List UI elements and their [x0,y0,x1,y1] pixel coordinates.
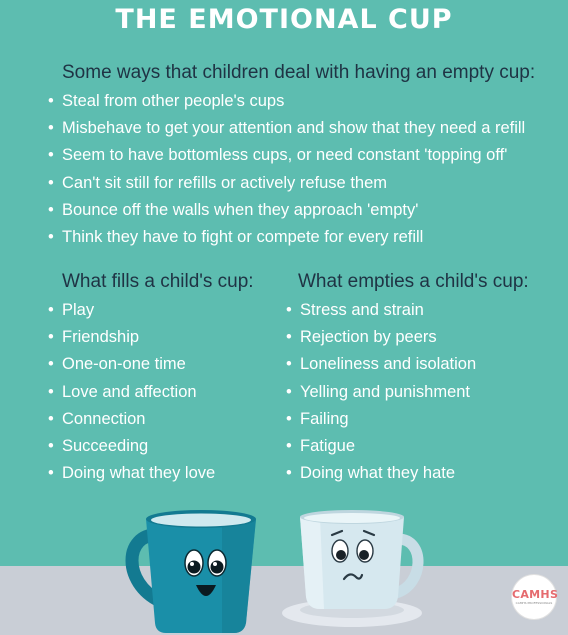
list-item: • Yelling and punishment [286,379,476,406]
list-item: • Doing what they hate [286,460,476,487]
list-item: • Misbehave to get your attention and show that they need a refill [48,115,525,142]
list-item: • Stress and strain [286,297,476,324]
list-item: • Friendship [48,324,215,351]
list-item: • Play [48,297,215,324]
empty-cup-list [48,88,525,251]
list-item: • Rejection by peers [286,324,476,351]
empties-heading: What empties a child's cup: [298,271,529,292]
empty-cup-heading: Some ways that children deal with having an empty cup: [62,62,536,83]
list-item: • Steal from other people's cups [48,88,525,115]
page-title: THE EMOTIONAL CUP [115,4,453,35]
sad-cup-icon [280,505,428,635]
happy-cup-icon [118,505,270,635]
list-item: • Seem to have bottomless cups, or need constant 'topping off' [48,142,525,169]
list-item: • Think they have to fight or compete for every refill [48,224,525,251]
list-item: • Loneliness and isolation [286,351,476,378]
list-item: • Bounce off the walls when they approach 'empty' [48,197,525,224]
logo-text: CAMHS [512,588,559,601]
list-item: • Doing what they love [48,460,215,487]
list-item: • Fatigue [286,433,476,460]
list-item: • One-on-one time [48,351,215,378]
list-item: • Love and affection [48,379,215,406]
list-item: • Failing [286,406,476,433]
fills-heading: What fills a child's cup: [62,271,254,292]
empties-list [286,297,476,487]
fills-list [48,297,215,487]
camhs-logo [512,575,559,619]
logo-subtext: CAMHS PROFESSIONALS [515,601,553,605]
list-item: • Can't sit still for refills or actively refuse them [48,170,525,197]
list-item: • Succeeding [48,433,215,460]
list-item: • Connection [48,406,215,433]
